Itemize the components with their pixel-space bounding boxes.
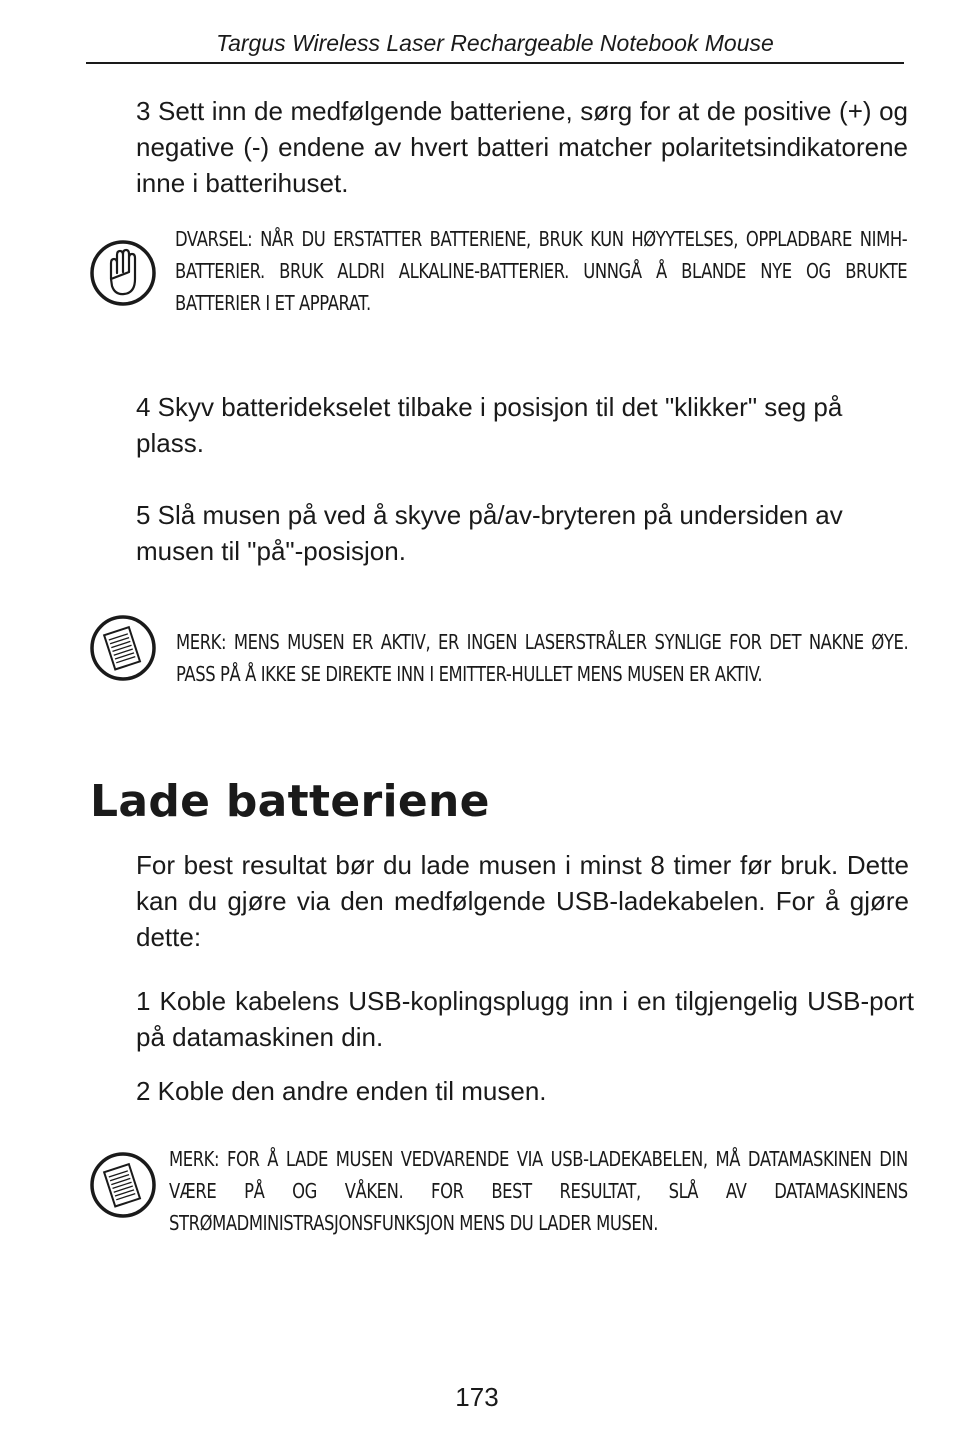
warning-text: DVARSEL: NÅR DU ERSTATTER BATTERIENE, BRUK KUN HØYYTELSES, OPPLADBARE NIMH-BATTERIER. BRUK ALDRI ALKALINE-BATTERIER. UNNGÅ Å BLANDE NYE OG BRUKTE BATTERIER I ET APPARAT. xyxy=(175,227,908,315)
header-rule xyxy=(86,62,904,64)
note-2-text: MERK: FOR Å LADE MUSEN VEDVARENDE VIA USB-LADEKABELEN, MÅ DATAMASKINEN DIN VÆRE PÅ OG VÅKEN. FOR BEST RESULTAT, SLÅ AV DATAMASKINENS STRØMADMINISTRASJONSFUNKSJON MENS DU LADER MUSEN. xyxy=(169,1147,908,1235)
step-1-text: 1 Koble kabelens USB-koplingsplugg inn i en tilgjengelig USB-port på datamaskinen din. xyxy=(136,986,914,1052)
section-intro-text: For best resultat bør du lade musen i minst 8 timer før bruk. Dette kan du gjøre via den medfølgende USB-ladekabelen. For å gjøre dette: xyxy=(136,850,909,952)
notepad-icon xyxy=(89,614,157,682)
step-5-text: 5 Slå musen på ved å skyve på/av-bryteren på undersiden av musen til "på"-posisjon. xyxy=(136,500,843,566)
note-1-text: MERK: MENS MUSEN ER AKTIV, ER INGEN LASERSTRÅLER SYNLIGE FOR DET NAKNE ØYE. PASS PÅ Å IKKE SE DIREKTE INN I EMITTER-HULLET MENS MUSEN ER AKTIV. xyxy=(176,630,909,686)
step-4-text: 4 Skyv batteridekselet tilbake i posisjon til det "klikker" seg på plass. xyxy=(136,392,843,458)
page-number: 173 xyxy=(455,1382,499,1412)
step-2-text: 2 Koble den andre enden til musen. xyxy=(136,1076,547,1106)
section-heading: Lade batteriene xyxy=(90,776,490,827)
header-title: Targus Wireless Laser Rechargeable Notebook Mouse xyxy=(216,30,774,56)
notepad-icon xyxy=(89,1151,157,1219)
step-3-text: 3 Sett inn de medfølgende batteriene, sørg for at de positive (+) og negative (-) endene av hvert batteri matcher polaritetsindikatorene inne i batterihuset. xyxy=(136,96,908,198)
hand-stop-icon xyxy=(89,239,157,307)
